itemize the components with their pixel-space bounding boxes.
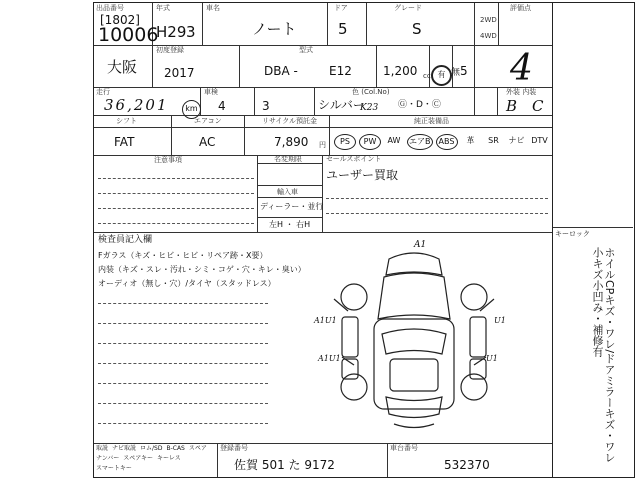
equipment-item: SR (488, 136, 499, 145)
shaken-label: 車検 (204, 88, 218, 96)
mark-front: A1 (414, 240, 427, 250)
equipment-item: DTV (531, 136, 548, 145)
right-door-outline (470, 317, 486, 357)
rear-glass-outline (386, 397, 442, 418)
exterior-grade: B (506, 97, 518, 115)
first-reg-label: 初度登録 (156, 46, 184, 54)
model-year: H29 (156, 23, 187, 41)
chassis-label: 車台番号 (390, 444, 418, 452)
drive-4wd: 4WD (480, 32, 497, 40)
equipment-item: AW (387, 136, 401, 145)
air-conditioning: AC (199, 135, 216, 149)
rear-left-wheel (341, 374, 367, 400)
sales-point: ユーザー買取 (326, 168, 399, 182)
equipment-legend (96, 445, 216, 473)
interior-note: 内装（キズ・スレ・汚れ・シミ・コゲ・穴・キレ・臭い） (98, 265, 306, 274)
shaken-month: 3 (262, 99, 270, 113)
legend-item: スペア (188, 445, 207, 452)
windshield-outline (382, 329, 446, 354)
region: 大阪 (107, 58, 138, 76)
seats: 5 (460, 64, 468, 78)
model-month: 3 (186, 23, 196, 41)
notes-label: 注意事項 (154, 156, 182, 164)
shift-label: シフト (116, 117, 137, 125)
overall-score: 4 (510, 48, 533, 89)
inspection-none: 無 (451, 68, 461, 78)
front-right-wheel (461, 284, 487, 310)
model-code: E12 (329, 64, 352, 78)
recycle-fee: 7,890 (274, 135, 309, 149)
recycle-unit: 円 (319, 141, 326, 149)
equipment-item: エアB (407, 134, 433, 150)
color-marks: Ⓖ・D・Ⓒ (398, 100, 441, 110)
legend-item: スペアキー (123, 455, 154, 462)
side-comments: ホイルCPキズ・ワレ/ドアミラーキズ・ワレ小キズ小凹み・補修有 (591, 247, 616, 464)
doors: 5 (338, 20, 348, 38)
shift: FAT (114, 135, 135, 149)
interior-grade: C (532, 97, 544, 115)
car-body-diagram (314, 239, 514, 439)
shaken-year: 4 (218, 99, 226, 113)
equipment-item: 革 (466, 136, 475, 145)
lot-number: 10006 (98, 24, 159, 46)
plate-label: 登録番号 (220, 444, 248, 452)
glass-note: Fガラス（キズ・ヒビ・ヒビ・リペア跡・X要） (98, 251, 268, 260)
audio-note: オーディオ（無し・穴）/タイヤ（スタッドレス） (98, 279, 276, 288)
grade: S (412, 20, 422, 38)
ac-label: エアコン (194, 117, 222, 125)
legend-item: キーレス (157, 455, 181, 462)
hood-outline (378, 273, 450, 319)
recycle-label: リサイクル預託金 (262, 117, 318, 125)
left-door-outline (342, 317, 358, 357)
year-label: 年式 (156, 4, 170, 12)
roof-outline (390, 359, 438, 391)
equip-label: 純正装備品 (414, 117, 449, 125)
int-ext-label: 外装 内装 (506, 88, 537, 96)
legend-item: B-CAS (166, 445, 185, 452)
rear-right-wheel (461, 374, 487, 400)
auction-sheet (93, 2, 553, 478)
grade-label: グレード (394, 4, 422, 12)
equipment-item: ナビ (508, 136, 525, 145)
license-plate: 佐賀 501 た 9172 (234, 458, 335, 472)
model-label: 型式 (299, 46, 313, 54)
name-change-label: 名変期限 (274, 155, 302, 163)
front-left-wheel (341, 284, 367, 310)
equipment-list (334, 134, 550, 150)
equipment-item: PW (359, 134, 381, 150)
color-label: 色 (Col.No) (352, 88, 390, 96)
drive-2wd: 2WD (480, 16, 497, 24)
model-prefix: DBA - (264, 64, 298, 78)
mark-left-rear: A1U1 (318, 354, 341, 363)
first-registration: 2017 (164, 66, 195, 80)
right-side-column (553, 2, 635, 478)
displacement: 1,200 (383, 64, 418, 78)
legend-item: スマートキー (96, 465, 132, 472)
equipment-item: ABS (436, 134, 458, 150)
mileage: 36,201 (104, 96, 169, 114)
rear-bumper-outline (394, 424, 434, 428)
import-label: 輸入車 (277, 188, 298, 196)
mileage-unit: km (182, 98, 201, 119)
inspection-yes: 有 (431, 65, 452, 86)
legend-item: 取説 (96, 445, 109, 452)
mileage-label: 走行 (96, 88, 110, 96)
doors-label: ドア (334, 4, 348, 12)
mark-right-front: U1 (494, 316, 506, 325)
color: シルバー (318, 98, 365, 112)
venue-code: [1802] (100, 13, 140, 27)
score-label: 評価点 (510, 4, 531, 12)
handle-label: 左H ・ 右H (269, 220, 311, 229)
front-bumper-outline (386, 253, 442, 275)
car-name-label: 車名 (206, 4, 220, 12)
color-code: K23 (360, 103, 379, 113)
sales-point-label: セールスポイント (326, 155, 382, 163)
legend-item: ロム/SD (140, 445, 163, 452)
legend-item: ナビ取説 (112, 445, 137, 452)
chassis-number: 532370 (444, 458, 490, 472)
cc-label: cc (423, 72, 431, 80)
legend-item: ナンバー (96, 455, 120, 462)
mark-left-front: A1U1 (314, 316, 337, 325)
mark-right-rear: U1 (486, 354, 498, 363)
dealer-label: ディーラー・並行 (260, 202, 324, 211)
inspection-title: 検査員記入欄 (98, 235, 153, 245)
keyless-label: キーロック (555, 230, 590, 238)
venue-label: 出品番号 (96, 4, 124, 12)
equipment-item: PS (334, 134, 356, 150)
car-name: ノート (252, 20, 297, 38)
